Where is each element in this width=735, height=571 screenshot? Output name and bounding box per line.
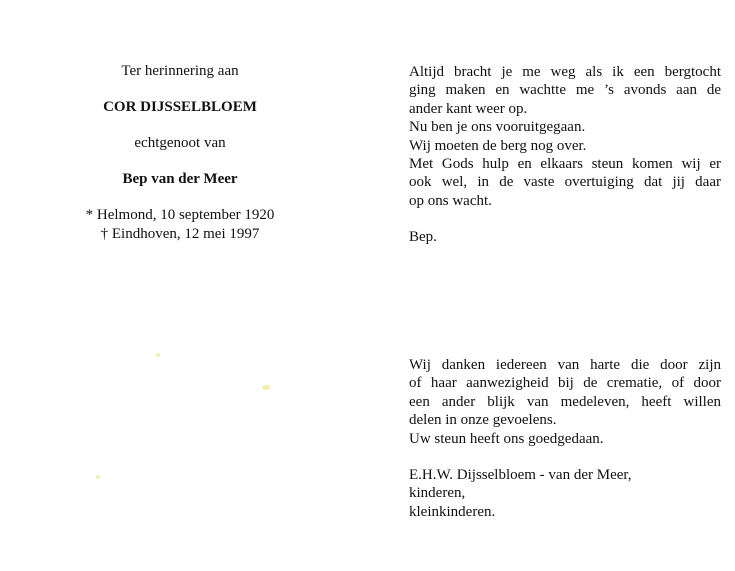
family-line: E.H.W. Dijsselbloem - van der Meer,: [409, 467, 632, 484]
death-line: † Eindhoven, 12 mei 1997: [100, 226, 260, 242]
memorial-header: [60, 62, 300, 244]
thanks-line: delen in onze gevoelens.: [409, 412, 557, 429]
intro-text: Ter herinnering aan: [121, 63, 239, 79]
poem-block: [409, 63, 721, 247]
family-line: kinderen,: [409, 485, 466, 502]
poem-line: Wij moeten de berg nog over.: [409, 137, 587, 154]
poem-line: ging maken en wachtte me ’s avonds aan de: [409, 82, 721, 99]
poem-line: ander kant weer op.: [409, 100, 528, 117]
spouse-name: Bep van der Meer: [122, 171, 238, 187]
paper-speck: [262, 385, 270, 390]
thanks-line: Wij danken iedereen van harte die door zijn: [409, 357, 721, 373]
thanks-block: [409, 356, 721, 521]
birth-line: * Helmond, 10 september 1920: [85, 207, 275, 223]
thanks-line: of haar aanwezigheid bij de crematie, of door: [409, 375, 721, 392]
poem-line: op ons wacht.: [409, 192, 492, 209]
relation-text: echtgenoot van: [134, 135, 226, 151]
poem-signature: Bep.: [409, 229, 437, 246]
paper-speck: [96, 475, 100, 479]
family-line: kleinkinderen.: [409, 503, 496, 520]
paper-speck: [156, 353, 160, 357]
poem-line: Met Gods hulp en elkaars steun komen wij er: [409, 156, 721, 173]
poem-line: Altijd bracht je me weg als ik een bergtocht: [409, 64, 721, 80]
thanks-line: een ander blijk van medeleven, heeft willen: [409, 393, 721, 410]
thanks-line: Uw steun heeft ons goedgedaan.: [409, 430, 604, 447]
poem-line: ook wel, in de vaste overtuiging dat jij daar: [409, 174, 721, 191]
poem-line: Nu ben je ons vooruitgegaan.: [409, 119, 586, 136]
deceased-name: COR DIJSSELBLOEM: [103, 99, 257, 115]
